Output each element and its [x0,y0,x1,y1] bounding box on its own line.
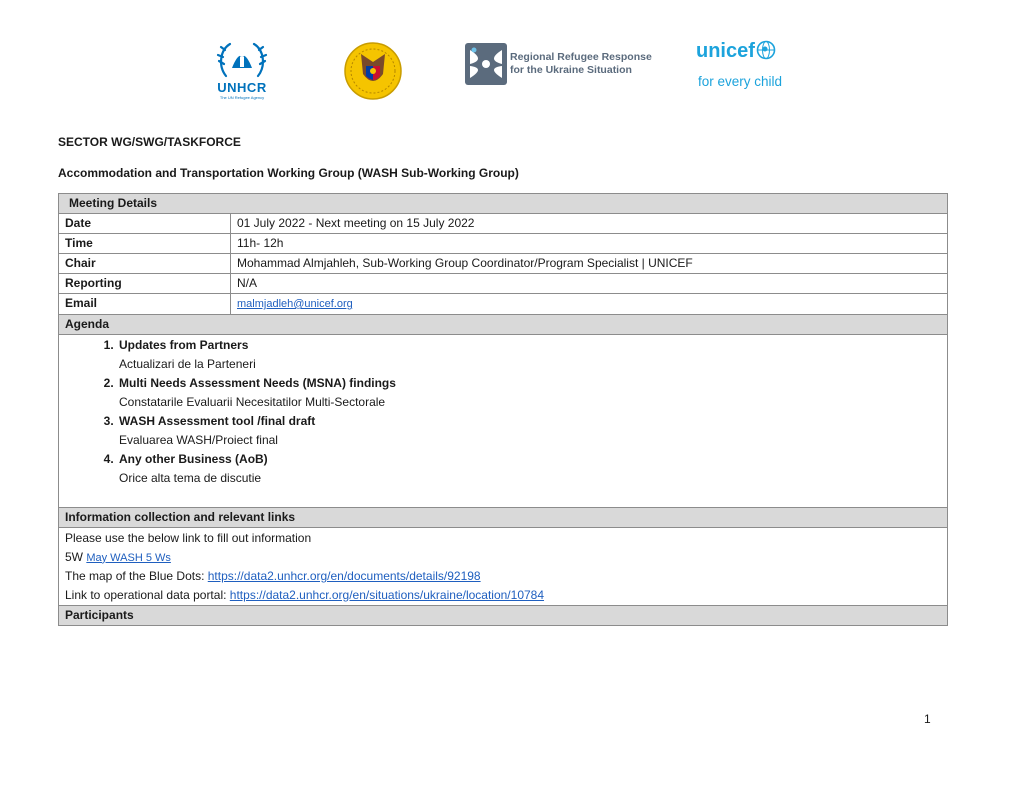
agenda-item-subtitle: Evaluarea WASH/Proiect final [119,433,278,447]
moldova-logo [343,40,403,102]
table-row [59,294,948,315]
agenda-item [117,336,941,374]
table-row [59,214,948,234]
agenda-list [65,336,941,488]
rrr-icon [464,42,508,86]
unicef-name [696,40,776,63]
fivew-prefix: 5W [65,549,83,564]
agenda-header-row [59,315,948,335]
email-link[interactable]: malmjadleh@unicef.org [237,298,353,310]
unicef-logo [696,40,796,96]
portal-prefix: Link to operational data portal: [65,587,227,602]
bluedots-line [65,567,941,586]
agenda-item-title: WASH Assessment tool /final draft [119,414,316,428]
table-row [59,234,948,254]
meeting-details-header: Meeting Details [59,194,948,214]
date-label: Date [59,214,231,234]
unicef-name-text: unicef [696,40,755,62]
sector-heading: SECTOR WG/SWG/TASKFORCE [58,135,241,149]
agenda-item-subtitle: Actualizari de la Parteneri [119,357,256,371]
unhcr-logo [212,38,272,100]
chair-value: Mohammad Almjahleh, Sub-Working Group Coordinator/Program Specialist | UNICEF [231,254,948,274]
group-heading: Accommodation and Transportation Working Group (WASH Sub-Working Group) [58,166,519,180]
email-label: Email [59,294,231,315]
date-value: 01 July 2022 - Next meeting on 15 July 2022 [231,214,948,234]
time-value: 11h- 12h [231,234,948,254]
meeting-table [58,193,948,626]
email-cell [231,294,948,315]
fivew-line [65,548,941,568]
page-number: 1 [924,712,931,726]
agenda-row [59,335,948,508]
bluedots-prefix: The map of the Blue Dots: [65,569,205,583]
reporting-label: Reporting [59,274,231,294]
unhcr-tagline: The UN Refugee Agency [219,95,265,100]
agenda-item [117,450,941,488]
information-header-row [59,508,948,528]
portal-link[interactable]: https://data2.unhcr.org/en/situations/ukraine/location/10784 [229,587,545,602]
participants-header-row [59,606,948,626]
agenda-item [117,412,941,450]
moldova-coat-of-arms-icon [343,40,403,102]
unhcr-icon [212,38,272,80]
rrr-title [510,51,652,77]
agenda-item-subtitle: Constatarile Evaluarii Necesitatilor Multi-Sectorale [119,395,386,409]
agenda-item-title: Updates from Partners [119,338,249,352]
agenda-header: Agenda [59,315,948,335]
regional-refugee-response-logo [464,42,654,86]
unhcr-name: UNHCR [217,80,267,95]
chair-label: Chair [59,254,231,274]
unicef-tagline: for every child [698,74,783,89]
portal-line [65,586,941,605]
information-intro: Please use the below link to fill out information [65,531,312,545]
information-row [59,528,948,606]
rrr-line-2: for the Ukraine Situation [510,64,632,76]
agenda-item [117,374,941,412]
rrr-line-1: Regional Refugee Response [510,51,652,63]
table-row [59,254,948,274]
information-cell [59,528,948,606]
table-row [59,274,948,294]
bluedots-link[interactable]: https://data2.unhcr.org/en/documents/details/92198 [207,569,481,583]
agenda-item-subtitle: Orice alta tema de discutie [119,471,262,485]
agenda-item-title: Any other Business (AoB) [119,452,268,466]
logo-bar [0,36,1024,106]
meeting-details-header-row [59,194,948,214]
time-label: Time [59,234,231,254]
participants-header: Participants [59,606,948,626]
reporting-value: N/A [231,274,948,294]
agenda-item-title: Multi Needs Assessment Needs (MSNA) findings [119,376,396,390]
unicef-globe-icon [756,40,776,60]
information-header: Information collection and relevant links [59,508,948,528]
agenda-cell [59,335,948,508]
fivew-link[interactable]: May WASH 5 Ws [86,551,171,564]
